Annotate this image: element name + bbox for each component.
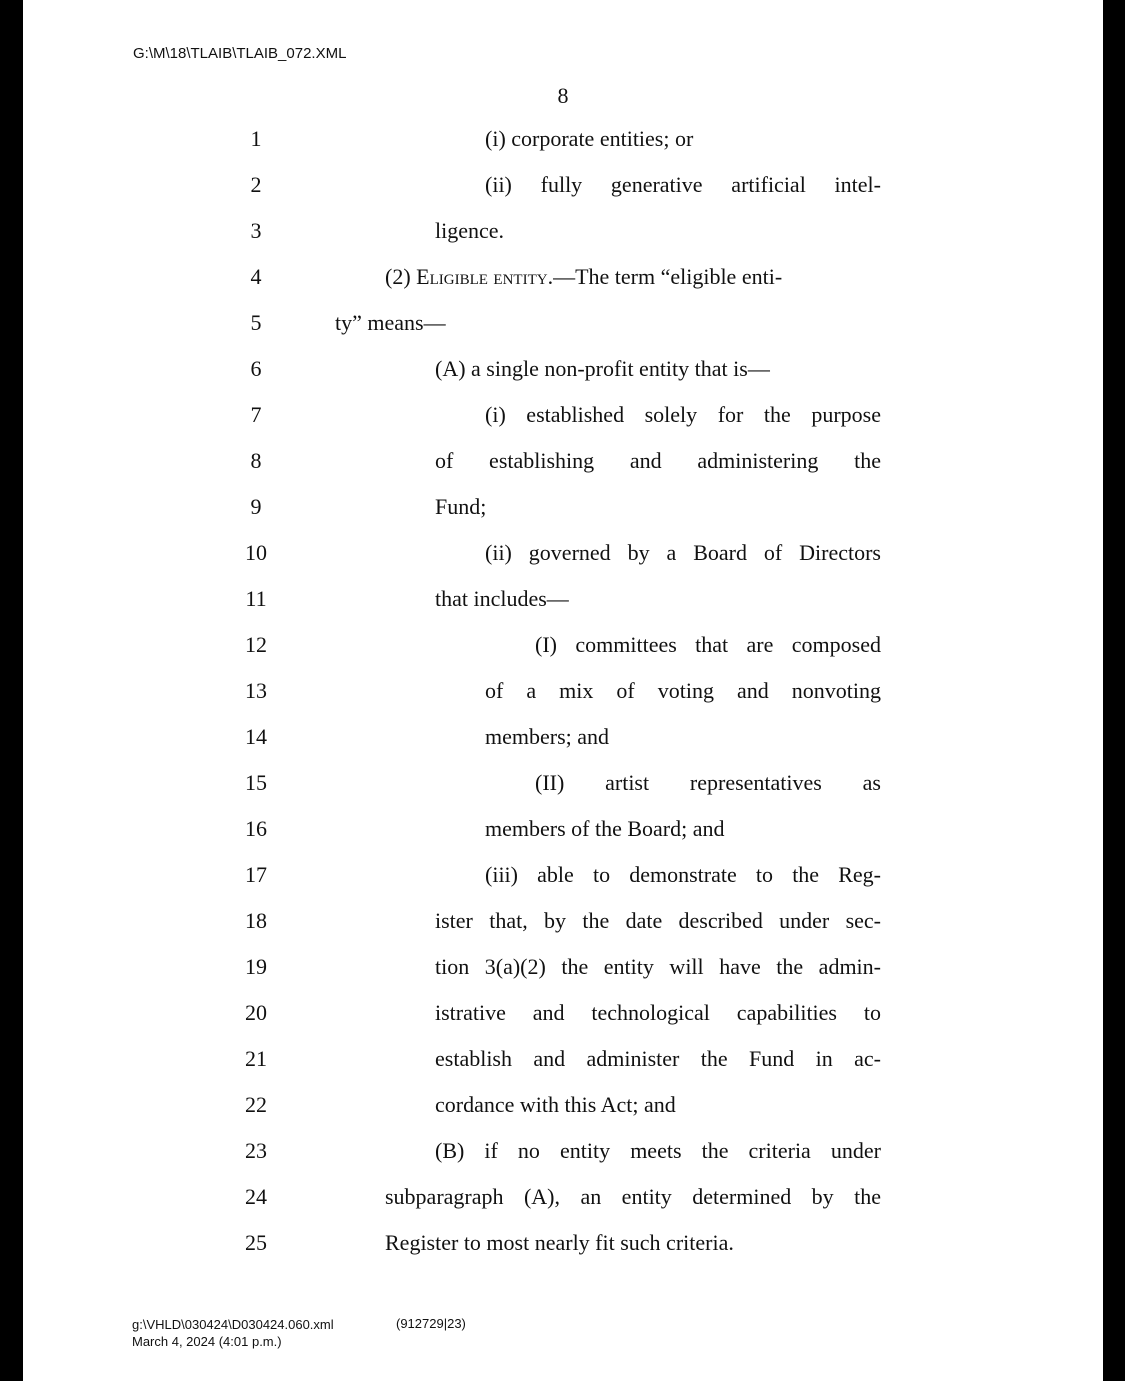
text-line [23,540,1103,586]
line-number: 8 [250,448,262,473]
line-number: 12 [245,632,267,657]
line-text: (A) a single non-profit entity that is— [435,356,770,381]
header-file-path: G:\M\18\TLAIB\TLAIB_072.XML [133,45,347,62]
line-text: (II) artist representatives as [535,770,881,795]
line-text: (ii) governed by a Board of Directors [485,540,881,565]
text-line [23,310,1103,356]
text-line [23,954,1103,1000]
line-number: 15 [245,770,267,795]
paragraph-number: (2) [385,264,417,289]
line-number: 20 [245,1000,267,1025]
text-line [23,816,1103,862]
line-text: that includes— [435,586,569,611]
line-text: (I) committees that are composed [535,632,881,657]
line-text: tion 3(a)(2) the entity will have the admin- [435,954,881,979]
line-number: 11 [245,586,267,611]
document-page [23,0,1103,1381]
text-line [23,172,1103,218]
line-text: Fund; [435,494,487,519]
line-number: 23 [245,1138,267,1163]
line-number: 6 [250,356,262,381]
line-number: 21 [245,1046,267,1071]
line-text: (iii) able to demonstrate to the Reg- [485,862,881,887]
text-line [23,218,1103,264]
line-text: cordance with this Act; and [435,1092,676,1117]
line-text: (B) if no entity meets the criteria under [435,1138,881,1163]
line-text: subparagraph (A), an entity determined by the [385,1184,881,1209]
line-number: 14 [245,724,267,749]
text-line [23,494,1103,540]
line-text: Register to most nearly fit such criteria. [385,1230,734,1255]
line-text: ister that, by the date described under sec- [435,908,881,933]
text-line [23,1046,1103,1092]
text-line [23,1000,1103,1046]
line-number: 24 [245,1184,267,1209]
line-text: (ii) fully generative artificial intel- [485,172,881,197]
line-text: of a mix of voting and nonvoting [485,678,881,703]
line-text: of establishing and administering the [435,448,881,473]
page-number: 8 [557,83,569,108]
text-line [23,770,1103,816]
text-line [23,586,1103,632]
line-text: istrative and technological capabilities to [435,1000,881,1025]
footer-date: March 4, 2024 (4:01 p.m.) [132,1334,282,1349]
text-line [23,1230,1103,1276]
line-number: 5 [250,310,262,335]
line-number: 4 [250,264,262,289]
text-line [23,1184,1103,1230]
line-number: 10 [245,540,267,565]
defined-term-heading: Eligible entity [416,264,548,289]
line-number: 3 [250,218,262,243]
line-number: 19 [245,954,267,979]
line-text: (i) corporate entities; or [485,126,694,151]
line-number: 2 [250,172,262,197]
line-text: ligence. [435,218,505,243]
line-text: members of the Board; and [485,816,725,841]
text-line [23,1092,1103,1138]
line-number: 25 [245,1230,267,1255]
text-line [23,724,1103,770]
text-line [23,1138,1103,1184]
line-number: 16 [245,816,267,841]
definition-text: .—The term “eligible enti- [547,264,783,289]
line-text [385,264,782,290]
footer-code: (912729|23) [396,1316,466,1331]
line-number: 18 [245,908,267,933]
text-line [23,632,1103,678]
text-line [23,126,1103,172]
line-number: 22 [245,1092,267,1117]
text-line [23,448,1103,494]
line-text: ty” means— [335,310,446,335]
text-line [23,402,1103,448]
text-line [23,264,1103,310]
line-number: 7 [250,402,262,427]
line-number: 13 [245,678,267,703]
text-line [23,908,1103,954]
text-line [23,678,1103,724]
line-number: 1 [250,126,262,151]
line-text: members; and [485,724,610,749]
line-number: 9 [250,494,262,519]
text-line [23,862,1103,908]
footer-file-info [132,1316,334,1350]
line-number: 17 [245,862,267,887]
footer-file-path: g:\VHLD\030424\D030424.060.xml [132,1317,334,1332]
line-text: establish and administer the Fund in ac- [435,1046,881,1071]
line-text: (i) established solely for the purpose [485,402,881,427]
text-line [23,356,1103,402]
